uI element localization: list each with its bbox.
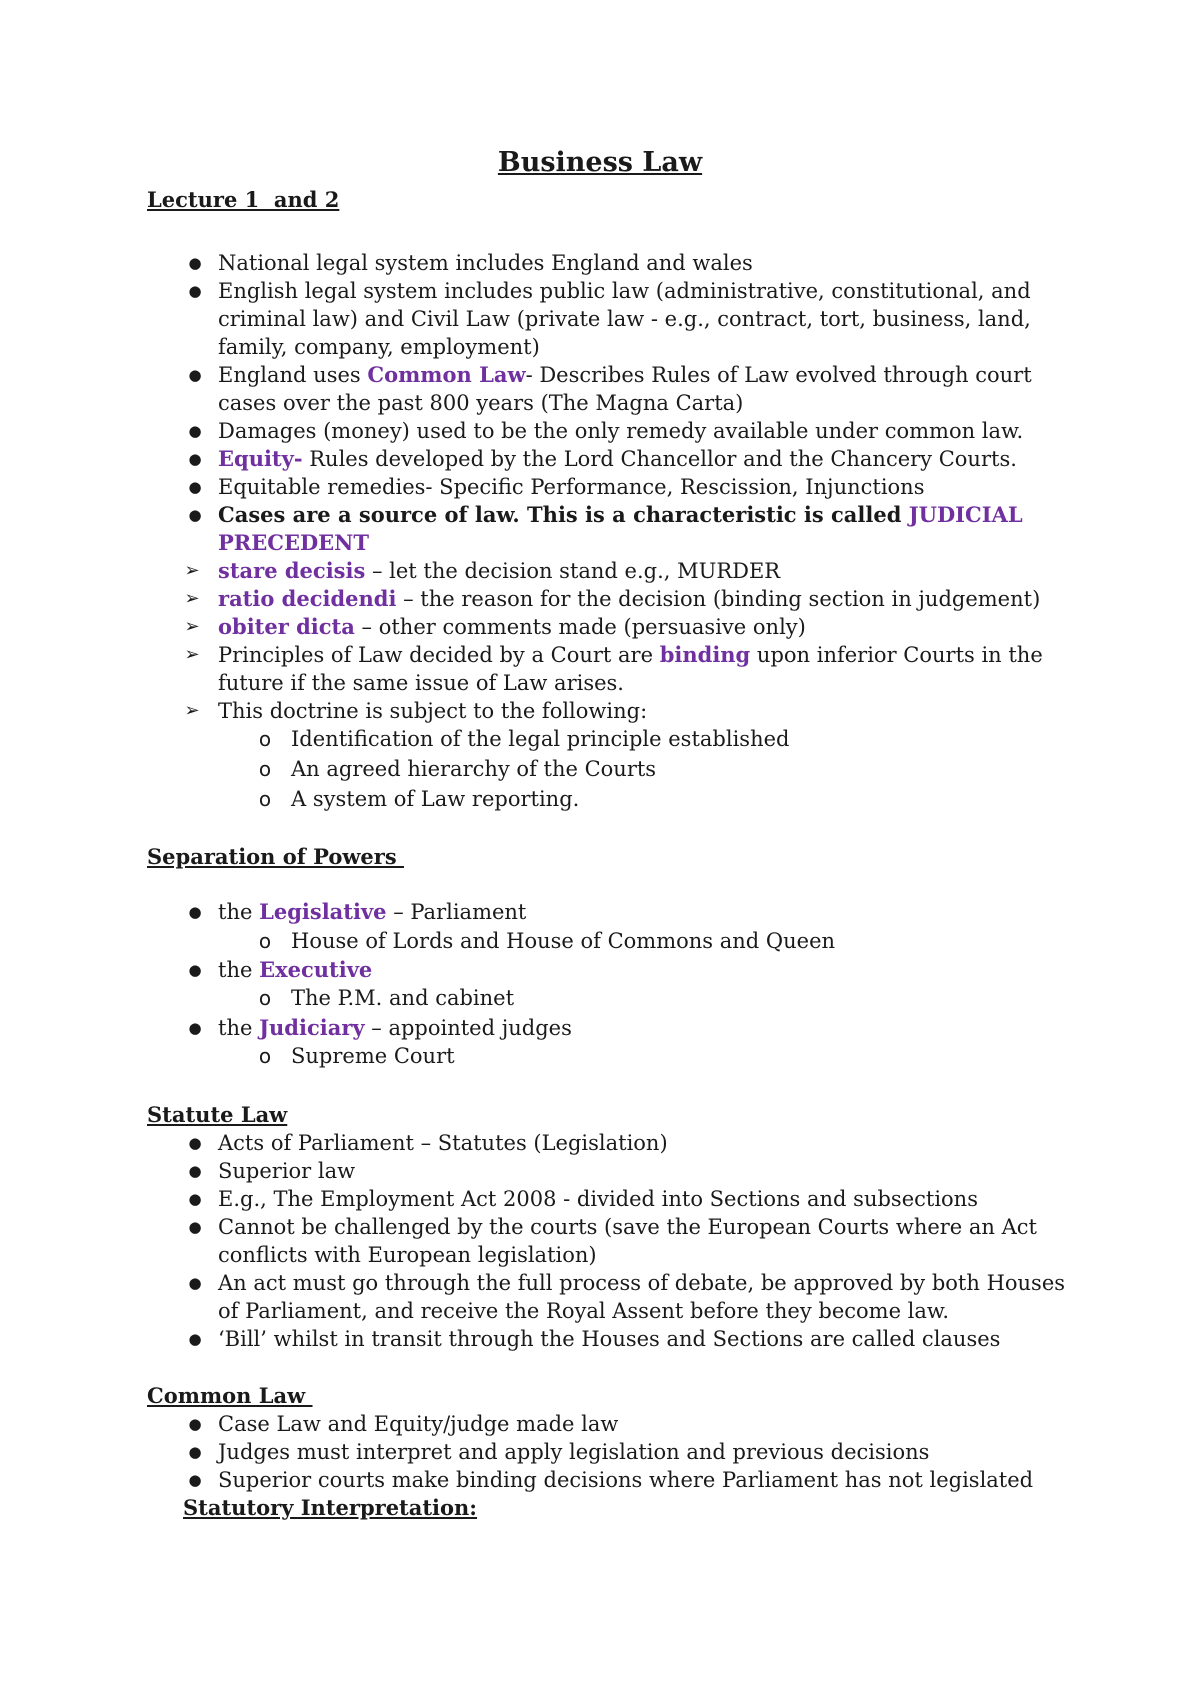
list-item: ● English legal system includes public law (administrative, constitutional, and criminal law) and Civil Law (private law - e.g., contract, tort, business, land, family, company, employment) bbox=[218, 277, 1078, 361]
term-judiciary: Judiciary bbox=[259, 1015, 365, 1040]
list-item: ➢ ratio decidendi – the reason for the decision (binding section in judgement) bbox=[218, 585, 1078, 613]
bullet-icon: ● bbox=[188, 903, 202, 921]
bullet-icon: ● bbox=[188, 1415, 202, 1433]
list-item: ● National legal system includes England and wales bbox=[218, 249, 1078, 277]
list-item: ● Equitable remedies- Specific Performance, Rescission, Injunctions bbox=[218, 473, 1078, 501]
circle-bullet-icon: o bbox=[258, 1044, 272, 1068]
list-item: ● the Judiciary – appointed judges bbox=[218, 1014, 1078, 1042]
circle-bullet-icon: o bbox=[258, 929, 272, 953]
list-item: ● E.g., The Employment Act 2008 - divided into Sections and subsections bbox=[218, 1185, 1078, 1213]
bullet-icon: ● bbox=[188, 478, 202, 496]
term-legislative: Legislative bbox=[259, 899, 387, 924]
heading-statutory-interpretation: Statutory Interpretation: bbox=[183, 1495, 478, 1520]
term-obiter-dicta: obiter dicta bbox=[218, 614, 355, 639]
arrow-bullet-icon: ➢ bbox=[184, 700, 200, 721]
bullet-icon: ● bbox=[188, 1134, 202, 1152]
list-item: ● the Legislative – Parliament bbox=[218, 898, 1078, 926]
list-item: o House of Lords and House of Commons and Queen bbox=[291, 927, 1071, 955]
list-item: o A system of Law reporting. bbox=[291, 785, 1071, 813]
document-title: Business Law bbox=[497, 147, 703, 178]
bullet-icon: ● bbox=[188, 254, 202, 272]
heading-lecture: Lecture 1 and 2 bbox=[147, 187, 340, 212]
bullet-icon: ● bbox=[188, 1218, 202, 1236]
bullet-icon: ● bbox=[188, 1443, 202, 1461]
bullet-icon: ● bbox=[188, 366, 202, 384]
bullet-icon: ● bbox=[188, 1471, 202, 1489]
bullet-icon: ● bbox=[188, 1330, 202, 1348]
bullet-icon: ● bbox=[188, 1190, 202, 1208]
list-item: ● ‘Bill’ whilst in transit through the Houses and Sections are called clauses bbox=[218, 1325, 1078, 1353]
list-item: ● Superior courts make binding decisions where Parliament has not legislated bbox=[218, 1466, 1078, 1494]
list-item: ● Judges must interpret and apply legislation and previous decisions bbox=[218, 1438, 1078, 1466]
list-item: ● An act must go through the full process of debate, be approved by both Houses of Parliament, and receive the Royal Assent before they become law. bbox=[218, 1269, 1078, 1325]
arrow-bullet-icon: ➢ bbox=[184, 616, 200, 637]
circle-bullet-icon: o bbox=[258, 986, 272, 1010]
circle-bullet-icon: o bbox=[258, 787, 272, 811]
list-item: ● Damages (money) used to be the only remedy available under common law. bbox=[218, 417, 1078, 445]
arrow-bullet-icon: ➢ bbox=[184, 588, 200, 609]
list-item: ● Cannot be challenged by the courts (save the European Courts where an Act conflicts with European legislation) bbox=[218, 1213, 1078, 1269]
list-item: ● the Executive bbox=[218, 956, 1078, 984]
list-item: o The P.M. and cabinet bbox=[291, 984, 1071, 1012]
term-judicial-precedent: JUDICIAL PRECEDENT bbox=[218, 502, 1023, 555]
term-equity: Equity- bbox=[218, 446, 303, 471]
circle-bullet-icon: o bbox=[258, 757, 272, 781]
circle-bullet-icon: o bbox=[258, 727, 272, 751]
bullet-icon: ● bbox=[188, 1019, 202, 1037]
list-item: ● Acts of Parliament – Statutes (Legislation) bbox=[218, 1129, 1078, 1157]
bullet-icon: ● bbox=[188, 282, 202, 300]
term-binding: binding bbox=[659, 642, 751, 667]
bullet-icon: ● bbox=[188, 1274, 202, 1292]
heading-common-law: Common Law bbox=[147, 1383, 313, 1408]
list-item: ➢ Principles of Law decided by a Court are binding upon inferior Courts in the future if the same issue of Law arises. bbox=[218, 641, 1078, 697]
bullet-icon: ● bbox=[188, 961, 202, 979]
list-item: o Identification of the legal principle established bbox=[291, 725, 1071, 753]
term-ratio-decidendi: ratio decidendi bbox=[218, 586, 397, 611]
list-item: ● Cases are a source of law. This is a characteristic is called JUDICIAL PRECEDENT bbox=[218, 501, 1078, 557]
list-item: o An agreed hierarchy of the Courts bbox=[291, 755, 1071, 783]
arrow-bullet-icon: ➢ bbox=[184, 560, 200, 581]
list-item: ● England uses Common Law- Describes Rules of Law evolved through court cases over the past 800 years (The Magna Carta) bbox=[218, 361, 1078, 417]
heading-statute-law: Statute Law bbox=[147, 1102, 288, 1127]
list-item: o Supreme Court bbox=[291, 1042, 1071, 1070]
arrow-bullet-icon: ➢ bbox=[184, 644, 200, 665]
list-item: ➢ obiter dicta – other comments made (persuasive only) bbox=[218, 613, 1078, 641]
heading-separation-of-powers: Separation of Powers bbox=[147, 844, 404, 869]
list-item: ➢ This doctrine is subject to the following: bbox=[218, 697, 1078, 725]
list-item: ● Equity- Rules developed by the Lord Chancellor and the Chancery Courts. bbox=[218, 445, 1078, 473]
bullet-icon: ● bbox=[188, 506, 202, 524]
list-item: ● Superior law bbox=[218, 1157, 1078, 1185]
term-common-law: Common Law bbox=[367, 362, 526, 387]
list-item: ➢ stare decisis – let the decision stand e.g., MURDER bbox=[218, 557, 1078, 585]
bullet-icon: ● bbox=[188, 450, 202, 468]
list-item: ● Case Law and Equity/judge made law bbox=[218, 1410, 1078, 1438]
bullet-icon: ● bbox=[188, 1162, 202, 1180]
term-stare-decisis: stare decisis bbox=[218, 558, 366, 583]
bullet-icon: ● bbox=[188, 422, 202, 440]
term-executive: Executive bbox=[259, 957, 373, 982]
